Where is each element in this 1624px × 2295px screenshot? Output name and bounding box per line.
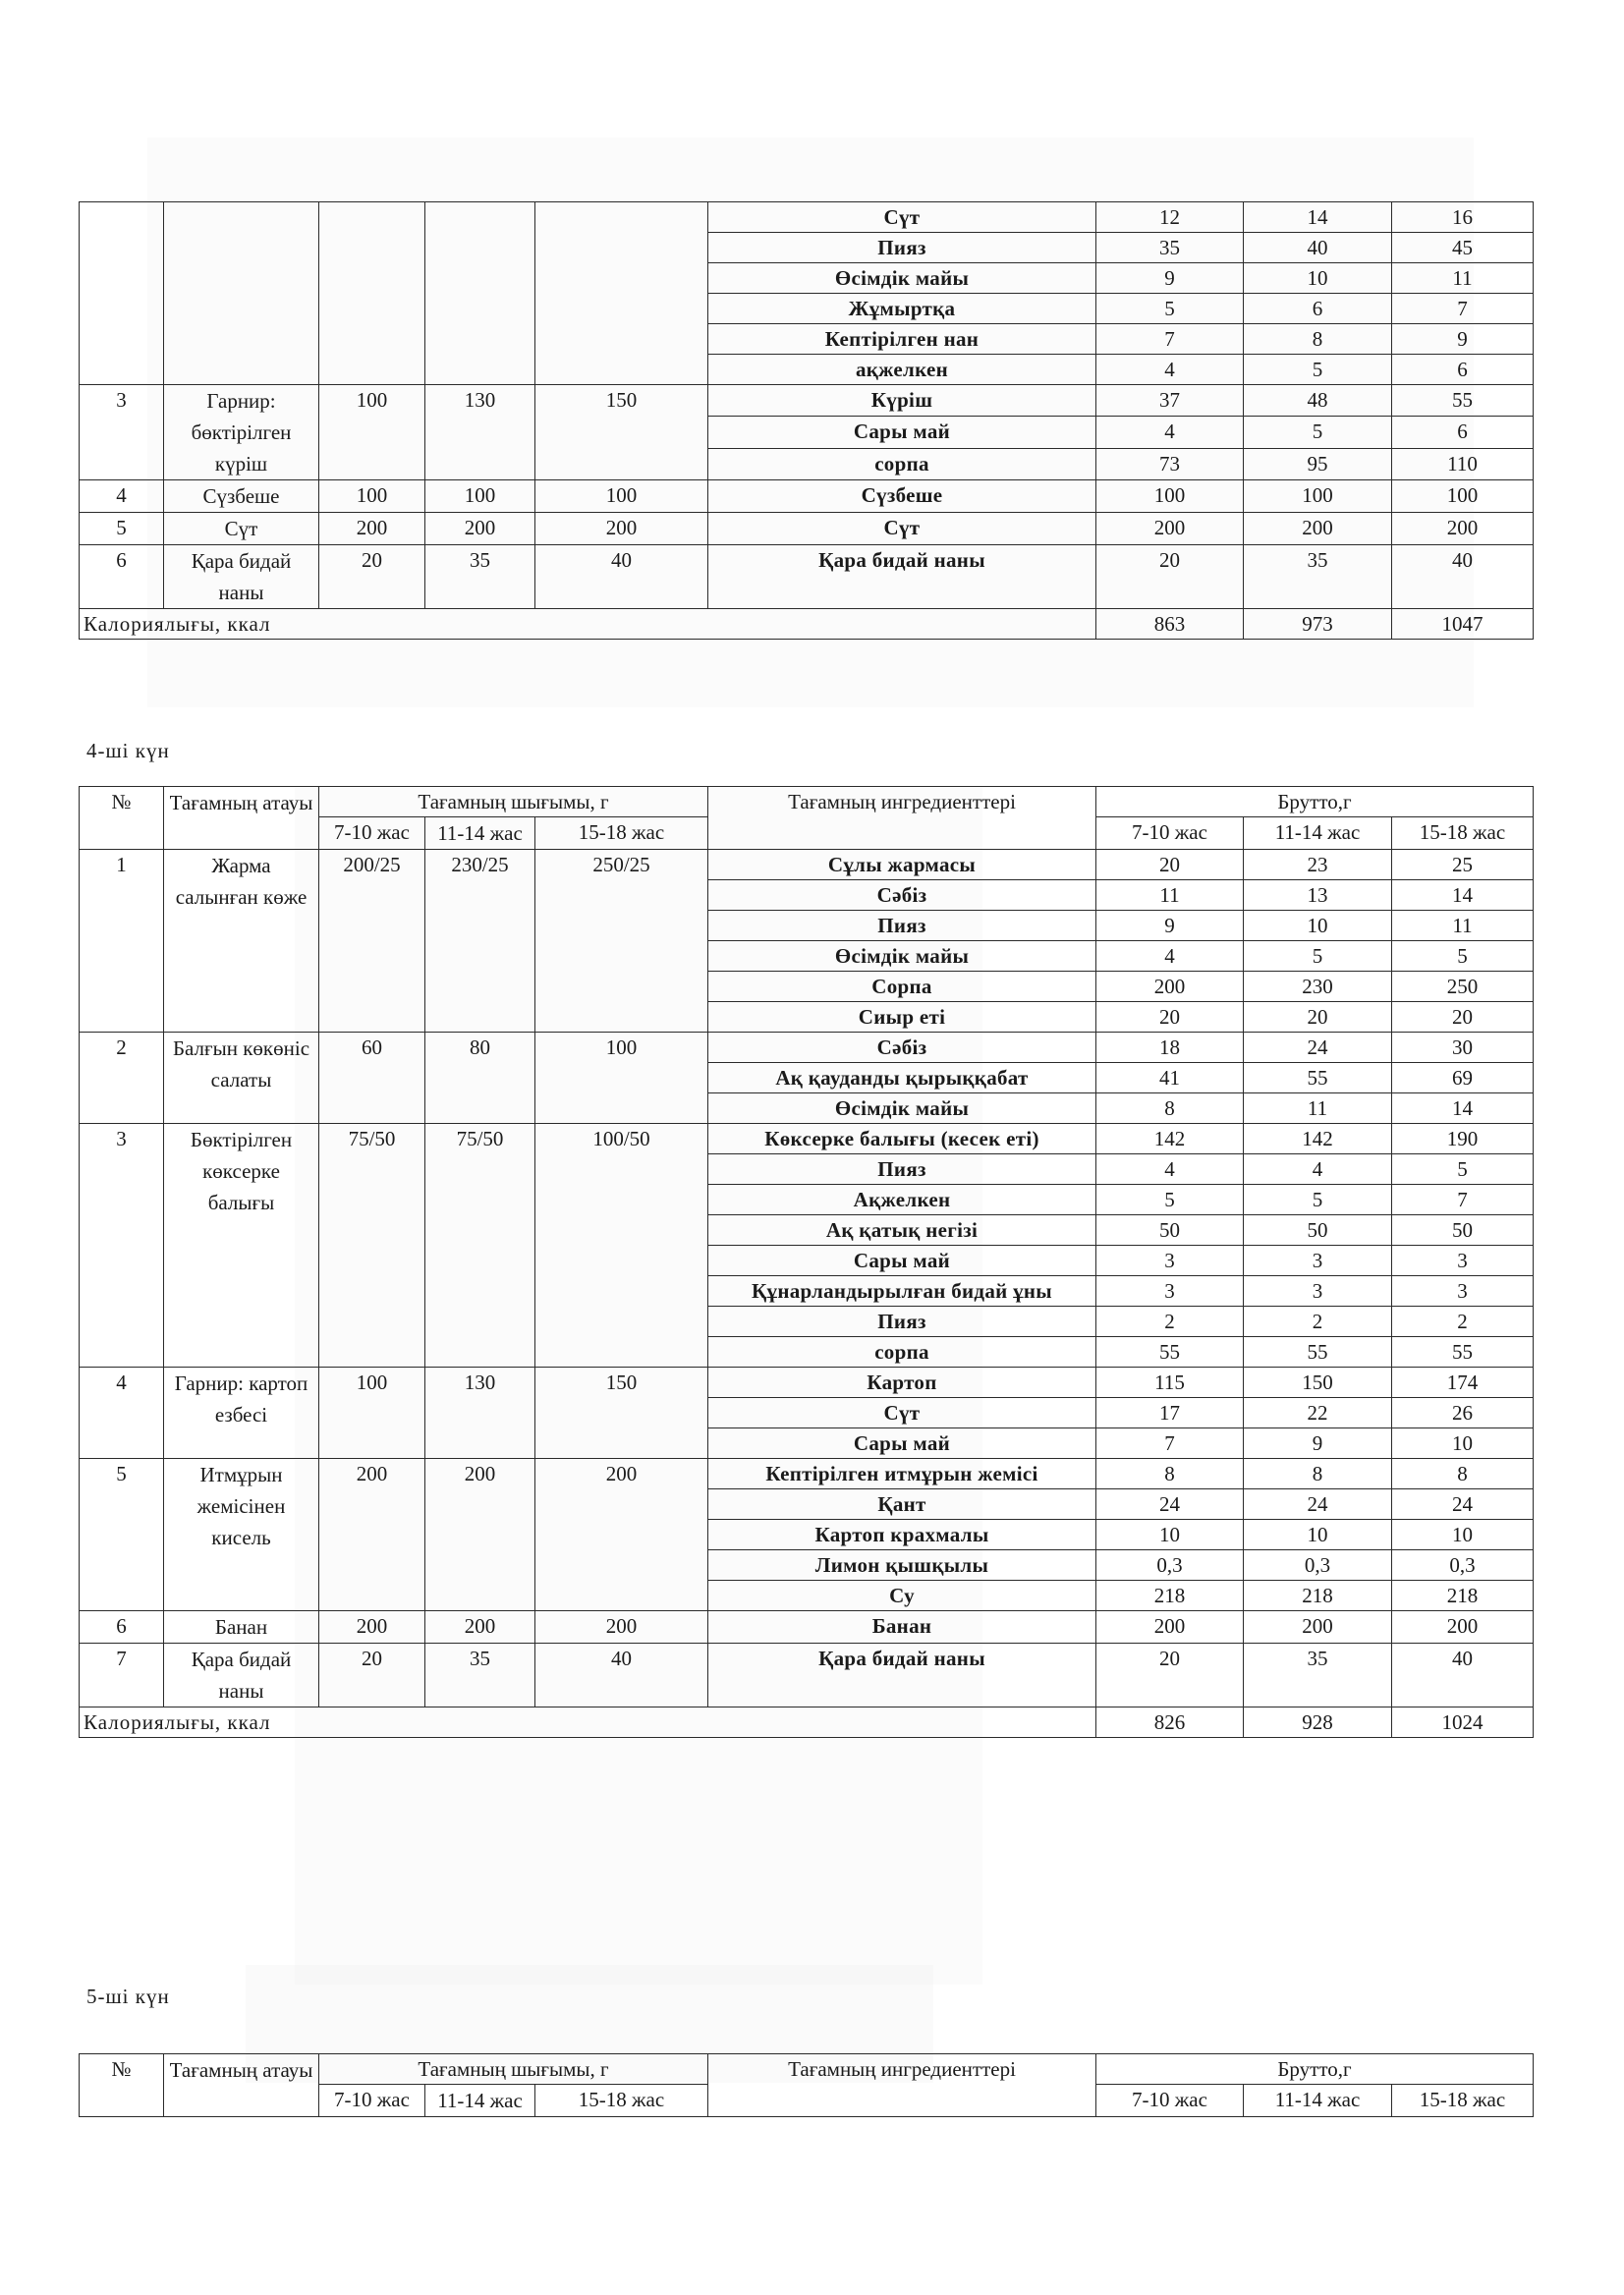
dish-name: Бөктірілген көксерке балығы <box>164 1124 319 1368</box>
brutto-11-14: 5 <box>1244 355 1392 385</box>
dish-name: Қара бидай наны <box>164 545 319 609</box>
brutto-11-14: 10 <box>1244 1520 1392 1550</box>
brutto-7-10: 0,3 <box>1096 1550 1244 1581</box>
brutto-7-10: 8 <box>1096 1093 1244 1124</box>
yield-7-10: 100 <box>319 480 425 513</box>
brutto-15-18: 11 <box>1392 911 1534 941</box>
brutto-15-18: 0,3 <box>1392 1550 1534 1581</box>
calories-7-10: 826 <box>1096 1707 1244 1738</box>
brutto-15-18: 24 <box>1392 1489 1534 1520</box>
brutto-15-18: 69 <box>1392 1063 1534 1093</box>
brutto-15-18: 55 <box>1392 385 1534 417</box>
table-row <box>80 202 1534 233</box>
header-brutto-7-10: 7-10 жас <box>1096 2085 1244 2117</box>
header-brutto-15-18: 15-18 жас <box>1392 2085 1534 2117</box>
dish-name: Гарнир: бөктірілген күріш <box>164 385 319 480</box>
brutto-15-18: 50 <box>1392 1215 1534 1246</box>
brutto-11-14: 95 <box>1244 448 1392 479</box>
calorie-label: Калориялығы, ккал <box>80 1707 1096 1738</box>
table-row <box>80 1124 1534 1154</box>
brutto-7-10: 100 <box>1096 480 1244 513</box>
ingredient-name: Сүт <box>708 1398 1096 1428</box>
brutto-11-14: 150 <box>1244 1368 1392 1398</box>
yield-15-18: 100 <box>535 480 708 513</box>
ingredient-name: Сұлы жармасы <box>708 850 1096 880</box>
ingredient-name: Сорпа <box>708 972 1096 1002</box>
brutto-7-10: 4 <box>1096 941 1244 972</box>
brutto-7-10: 7 <box>1096 324 1244 355</box>
yield-11-14: 130 <box>425 1368 535 1459</box>
dish-number: 1 <box>80 850 164 1033</box>
dish-name <box>164 202 319 385</box>
brutto-15-18: 190 <box>1392 1124 1534 1154</box>
brutto-11-14: 10 <box>1244 263 1392 294</box>
dish-name: Сүзбеше <box>164 480 319 513</box>
dish-number: 4 <box>80 1368 164 1459</box>
yield-11-14: 100 <box>425 480 535 513</box>
brutto-15-18: 200 <box>1392 1611 1534 1644</box>
brutto-15-18: 10 <box>1392 1428 1534 1459</box>
brutto-15-18: 218 <box>1392 1581 1534 1611</box>
brutto-11-14: 55 <box>1244 1063 1392 1093</box>
dish-number: 3 <box>80 385 164 480</box>
ingredient-name: Құнарландырылған бидай ұны <box>708 1276 1096 1307</box>
ingredient-name: Өсімдік майы <box>708 263 1096 294</box>
brutto-11-14: 50 <box>1244 1215 1392 1246</box>
brutto-15-18: 7 <box>1392 294 1534 324</box>
brutto-7-10: 2 <box>1096 1307 1244 1337</box>
table-row <box>80 513 1534 545</box>
yield-11-14 <box>425 202 535 385</box>
brutto-11-14: 3 <box>1244 1246 1392 1276</box>
dish-number <box>80 202 164 385</box>
brutto-7-10: 142 <box>1096 1124 1244 1154</box>
brutto-15-18: 10 <box>1392 1520 1534 1550</box>
yield-15-18: 150 <box>535 385 708 480</box>
brutto-7-10: 12 <box>1096 202 1244 233</box>
brutto-7-10: 3 <box>1096 1276 1244 1307</box>
brutto-7-10: 7 <box>1096 1428 1244 1459</box>
brutto-15-18: 2 <box>1392 1307 1534 1337</box>
brutto-11-14: 55 <box>1244 1337 1392 1368</box>
yield-7-10: 75/50 <box>319 1124 425 1368</box>
yield-11-14: 35 <box>425 545 535 609</box>
ingredient-name: Пияз <box>708 911 1096 941</box>
brutto-11-14: 11 <box>1244 1093 1392 1124</box>
header-num: № <box>80 2054 164 2117</box>
header-brutto-15-18: 15-18 жас <box>1392 817 1534 850</box>
brutto-7-10: 9 <box>1096 911 1244 941</box>
header-age-7-10: 7-10 жас <box>319 2085 425 2117</box>
header-age-11-14: 11-14 жас <box>425 817 535 850</box>
brutto-15-18: 250 <box>1392 972 1534 1002</box>
brutto-15-18: 55 <box>1392 1337 1534 1368</box>
table-row <box>80 1611 1534 1644</box>
day4-label: 4-ші күн <box>86 739 170 762</box>
yield-7-10: 100 <box>319 1368 425 1459</box>
brutto-11-14: 3 <box>1244 1276 1392 1307</box>
brutto-15-18: 14 <box>1392 880 1534 911</box>
dish-number: 6 <box>80 545 164 609</box>
ingredient-name: Сүзбеше <box>708 480 1096 513</box>
brutto-7-10: 115 <box>1096 1368 1244 1398</box>
brutto-11-14: 100 <box>1244 480 1392 513</box>
table-row <box>80 1033 1534 1063</box>
yield-15-18: 150 <box>535 1368 708 1459</box>
yield-15-18: 40 <box>535 545 708 609</box>
ingredient-name: Сүт <box>708 513 1096 545</box>
brutto-11-14: 9 <box>1244 1428 1392 1459</box>
yield-11-14: 200 <box>425 513 535 545</box>
brutto-15-18: 174 <box>1392 1368 1534 1398</box>
day3-menu-table <box>79 201 1534 640</box>
brutto-7-10: 24 <box>1096 1489 1244 1520</box>
yield-15-18 <box>535 202 708 385</box>
brutto-7-10: 20 <box>1096 545 1244 609</box>
brutto-11-14: 200 <box>1244 1611 1392 1644</box>
brutto-11-14: 0,3 <box>1244 1550 1392 1581</box>
ingredient-name: Сары май <box>708 1428 1096 1459</box>
brutto-7-10: 8 <box>1096 1459 1244 1489</box>
ingredient-name: Сүт <box>708 202 1096 233</box>
brutto-15-18: 9 <box>1392 324 1534 355</box>
table-row <box>80 545 1534 609</box>
brutto-7-10: 20 <box>1096 850 1244 880</box>
header-yield: Тағамның шығымы, г <box>319 787 708 817</box>
brutto-11-14: 230 <box>1244 972 1392 1002</box>
yield-7-10: 20 <box>319 545 425 609</box>
brutto-11-14: 218 <box>1244 1581 1392 1611</box>
ingredient-name: ақжелкен <box>708 355 1096 385</box>
brutto-11-14: 4 <box>1244 1154 1392 1185</box>
brutto-7-10: 9 <box>1096 263 1244 294</box>
brutto-15-18: 5 <box>1392 1154 1534 1185</box>
brutto-11-14: 13 <box>1244 880 1392 911</box>
header-num: № <box>80 787 164 850</box>
brutto-15-18: 110 <box>1392 448 1534 479</box>
dish-name: Итмұрын жемісінен кисель <box>164 1459 319 1611</box>
header-brutto: Брутто,г <box>1096 2054 1534 2085</box>
ingredient-name: Сары май <box>708 1246 1096 1276</box>
brutto-7-10: 11 <box>1096 880 1244 911</box>
ingredient-name: сорпа <box>708 448 1096 479</box>
brutto-11-14: 200 <box>1244 513 1392 545</box>
yield-11-14: 35 <box>425 1644 535 1707</box>
dish-name: Банан <box>164 1611 319 1644</box>
brutto-15-18: 25 <box>1392 850 1534 880</box>
brutto-7-10: 73 <box>1096 448 1244 479</box>
header-brutto-7-10: 7-10 жас <box>1096 817 1244 850</box>
yield-15-18: 250/25 <box>535 850 708 1033</box>
ingredient-name: Күріш <box>708 385 1096 417</box>
header-age-7-10: 7-10 жас <box>319 817 425 850</box>
brutto-7-10: 41 <box>1096 1063 1244 1093</box>
brutto-11-14: 35 <box>1244 1644 1392 1707</box>
yield-11-14: 130 <box>425 385 535 480</box>
ingredient-name: Қант <box>708 1489 1096 1520</box>
brutto-11-14: 24 <box>1244 1033 1392 1063</box>
yield-15-18: 200 <box>535 513 708 545</box>
brutto-7-10: 200 <box>1096 972 1244 1002</box>
dish-number: 2 <box>80 1033 164 1124</box>
yield-7-10: 200 <box>319 1611 425 1644</box>
calorie-row <box>80 1707 1534 1738</box>
ingredient-name: Ақ қауданды қырыққабат <box>708 1063 1096 1093</box>
yield-15-18: 200 <box>535 1459 708 1611</box>
brutto-7-10: 200 <box>1096 513 1244 545</box>
ingredient-name: Пияз <box>708 233 1096 263</box>
yield-11-14: 200 <box>425 1611 535 1644</box>
calories-11-14: 928 <box>1244 1707 1392 1738</box>
brutto-7-10: 4 <box>1096 355 1244 385</box>
ingredient-name: Пияз <box>708 1307 1096 1337</box>
brutto-15-18: 16 <box>1392 202 1534 233</box>
day5-label: 5-ші күн <box>86 1985 170 2008</box>
table-row <box>80 850 1534 880</box>
brutto-7-10: 37 <box>1096 385 1244 417</box>
brutto-11-14: 40 <box>1244 233 1392 263</box>
brutto-15-18: 3 <box>1392 1246 1534 1276</box>
brutto-11-14: 142 <box>1244 1124 1392 1154</box>
calories-11-14: 973 <box>1244 609 1392 640</box>
brutto-7-10: 4 <box>1096 1154 1244 1185</box>
brutto-7-10: 5 <box>1096 1185 1244 1215</box>
ingredient-name: Картоп крахмалы <box>708 1520 1096 1550</box>
brutto-15-18: 40 <box>1392 1644 1534 1707</box>
yield-11-14: 230/25 <box>425 850 535 1033</box>
ingredient-name: сорпа <box>708 1337 1096 1368</box>
brutto-15-18: 8 <box>1392 1459 1534 1489</box>
dish-name: Балғын көкөніс салаты <box>164 1033 319 1124</box>
yield-7-10: 200 <box>319 513 425 545</box>
brutto-7-10: 35 <box>1096 233 1244 263</box>
brutto-15-18: 3 <box>1392 1276 1534 1307</box>
yield-7-10: 200 <box>319 1459 425 1611</box>
brutto-15-18: 20 <box>1392 1002 1534 1033</box>
header-brutto-11-14: 11-14 жас <box>1244 817 1392 850</box>
yield-15-18: 100 <box>535 1033 708 1124</box>
brutto-15-18: 14 <box>1392 1093 1534 1124</box>
header-dish-name: Тағамның атауы <box>164 787 319 850</box>
yield-11-14: 75/50 <box>425 1124 535 1368</box>
ingredient-name: Кептірілген нан <box>708 324 1096 355</box>
ingredient-name: Картоп <box>708 1368 1096 1398</box>
yield-11-14: 80 <box>425 1033 535 1124</box>
brutto-7-10: 20 <box>1096 1002 1244 1033</box>
table-header-row <box>80 787 1534 817</box>
header-brutto-11-14: 11-14 жас <box>1244 2085 1392 2117</box>
brutto-11-14: 5 <box>1244 417 1392 448</box>
brutto-15-18: 100 <box>1392 480 1534 513</box>
header-age-15-18: 15-18 жас <box>535 2085 708 2117</box>
brutto-11-14: 23 <box>1244 850 1392 880</box>
dish-name: Жарма салынған көже <box>164 850 319 1033</box>
day4-menu-table <box>79 786 1534 1738</box>
brutto-15-18: 30 <box>1392 1033 1534 1063</box>
calories-15-18: 1024 <box>1392 1707 1534 1738</box>
header-ingredients: Тағамның ингредиенттері <box>708 787 1096 850</box>
ingredient-name: Су <box>708 1581 1096 1611</box>
brutto-15-18: 45 <box>1392 233 1534 263</box>
yield-15-18: 100/50 <box>535 1124 708 1368</box>
dish-name: Сүт <box>164 513 319 545</box>
dish-number: 6 <box>80 1611 164 1644</box>
brutto-15-18: 26 <box>1392 1398 1534 1428</box>
dish-name: Қара бидай наны <box>164 1644 319 1707</box>
brutto-11-14: 10 <box>1244 911 1392 941</box>
ingredient-name: Көксерке балығы (кесек еті) <box>708 1124 1096 1154</box>
ingredient-name: Қара бидай наны <box>708 1644 1096 1707</box>
brutto-7-10: 20 <box>1096 1644 1244 1707</box>
ingredient-name: Сары май <box>708 417 1096 448</box>
dish-number: 3 <box>80 1124 164 1368</box>
brutto-15-18: 200 <box>1392 513 1534 545</box>
calorie-row <box>80 609 1534 640</box>
dish-name: Гарнир: картоп езбесі <box>164 1368 319 1459</box>
calories-15-18: 1047 <box>1392 609 1534 640</box>
yield-7-10: 100 <box>319 385 425 480</box>
ingredient-name: Ақ қатық негізі <box>708 1215 1096 1246</box>
ingredient-name: Сәбіз <box>708 1033 1096 1063</box>
brutto-7-10: 5 <box>1096 294 1244 324</box>
brutto-7-10: 200 <box>1096 1611 1244 1644</box>
table-row <box>80 1368 1534 1398</box>
brutto-11-14: 24 <box>1244 1489 1392 1520</box>
dish-number: 5 <box>80 1459 164 1611</box>
header-dish-name: Тағамның атауы <box>164 2054 319 2117</box>
day5-menu-table <box>79 2053 1534 2117</box>
ingredient-name: Банан <box>708 1611 1096 1644</box>
yield-15-18: 40 <box>535 1644 708 1707</box>
header-age-11-14: 11-14 жас <box>425 2085 535 2117</box>
brutto-7-10: 55 <box>1096 1337 1244 1368</box>
brutto-7-10: 10 <box>1096 1520 1244 1550</box>
brutto-11-14: 14 <box>1244 202 1392 233</box>
brutto-7-10: 50 <box>1096 1215 1244 1246</box>
ingredient-name: Кептірілген итмұрын жемісі <box>708 1459 1096 1489</box>
brutto-11-14: 5 <box>1244 1185 1392 1215</box>
table-row <box>80 385 1534 417</box>
header-ingredients: Тағамның ингредиенттері <box>708 2054 1096 2117</box>
ingredient-name: Қара бидай наны <box>708 545 1096 609</box>
yield-15-18: 200 <box>535 1611 708 1644</box>
ingredient-name: Жұмыртқа <box>708 294 1096 324</box>
header-age-15-18: 15-18 жас <box>535 817 708 850</box>
brutto-11-14: 20 <box>1244 1002 1392 1033</box>
ingredient-name: Өсімдік майы <box>708 941 1096 972</box>
brutto-7-10: 218 <box>1096 1581 1244 1611</box>
brutto-15-18: 6 <box>1392 355 1534 385</box>
yield-7-10: 60 <box>319 1033 425 1124</box>
ingredient-name: Ақжелкен <box>708 1185 1096 1215</box>
header-yield: Тағамның шығымы, г <box>319 2054 708 2085</box>
brutto-11-14: 8 <box>1244 324 1392 355</box>
brutto-11-14: 8 <box>1244 1459 1392 1489</box>
brutto-11-14: 2 <box>1244 1307 1392 1337</box>
dish-number: 5 <box>80 513 164 545</box>
ingredient-name: Сәбіз <box>708 880 1096 911</box>
brutto-15-18: 11 <box>1392 263 1534 294</box>
brutto-11-14: 48 <box>1244 385 1392 417</box>
brutto-15-18: 5 <box>1392 941 1534 972</box>
brutto-15-18: 40 <box>1392 545 1534 609</box>
brutto-7-10: 18 <box>1096 1033 1244 1063</box>
calories-7-10: 863 <box>1096 609 1244 640</box>
brutto-11-14: 6 <box>1244 294 1392 324</box>
table-row <box>80 1459 1534 1489</box>
brutto-11-14: 35 <box>1244 545 1392 609</box>
brutto-15-18: 7 <box>1392 1185 1534 1215</box>
ingredient-name: Сиыр еті <box>708 1002 1096 1033</box>
yield-7-10: 20 <box>319 1644 425 1707</box>
yield-7-10 <box>319 202 425 385</box>
ingredient-name: Өсімдік майы <box>708 1093 1096 1124</box>
dish-number: 7 <box>80 1644 164 1707</box>
brutto-11-14: 5 <box>1244 941 1392 972</box>
brutto-7-10: 17 <box>1096 1398 1244 1428</box>
brutto-11-14: 22 <box>1244 1398 1392 1428</box>
brutto-15-18: 6 <box>1392 417 1534 448</box>
table-row <box>80 480 1534 513</box>
table-header-row <box>80 2054 1534 2085</box>
brutto-7-10: 3 <box>1096 1246 1244 1276</box>
dish-number: 4 <box>80 480 164 513</box>
header-brutto: Брутто,г <box>1096 787 1534 817</box>
brutto-7-10: 4 <box>1096 417 1244 448</box>
yield-7-10: 200/25 <box>319 850 425 1033</box>
table-row <box>80 1644 1534 1707</box>
ingredient-name: Лимон қышқылы <box>708 1550 1096 1581</box>
ingredient-name: Пияз <box>708 1154 1096 1185</box>
calorie-label: Калориялығы, ккал <box>80 609 1096 640</box>
yield-11-14: 200 <box>425 1459 535 1611</box>
